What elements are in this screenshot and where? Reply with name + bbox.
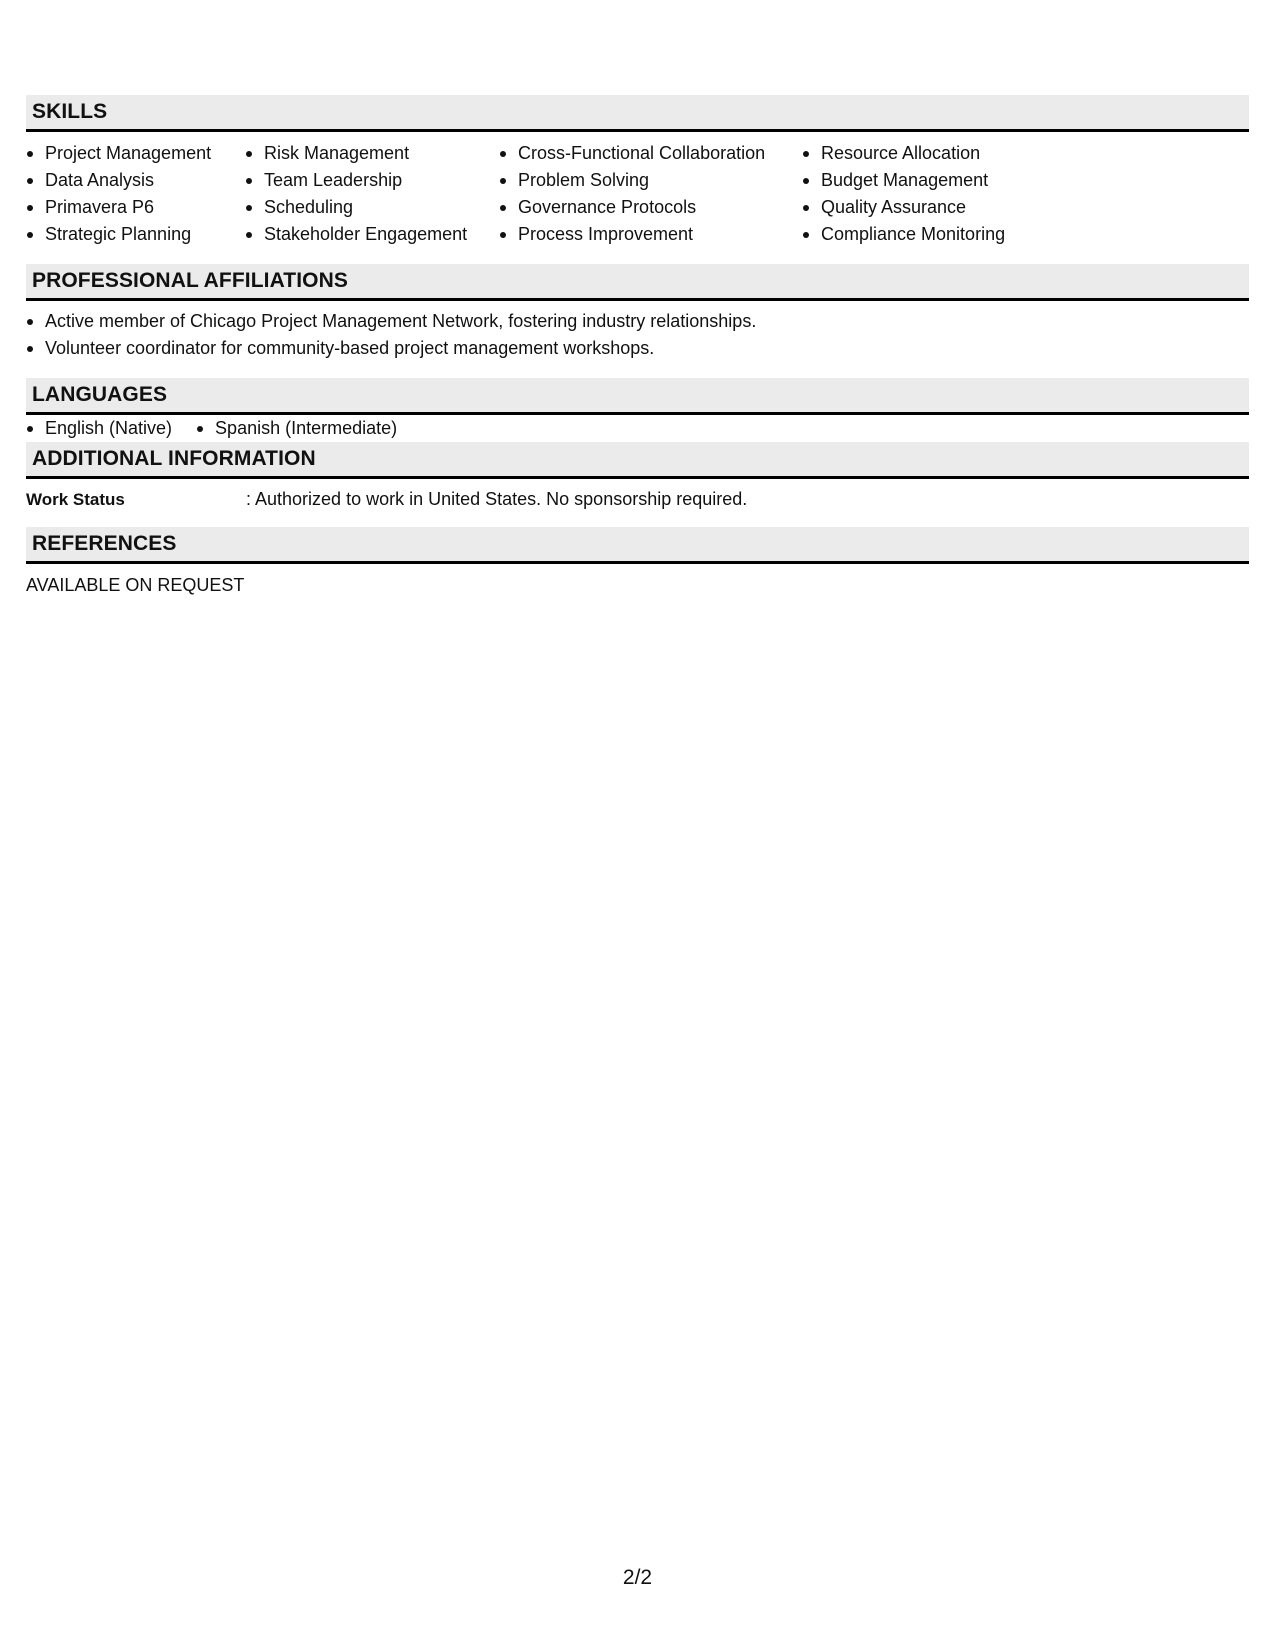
work-status-row [26,479,1249,527]
skills-section [26,95,1249,264]
skill-item: Budget Management [802,167,1102,194]
skill-item: Process Improvement [499,221,802,248]
skills-column [245,140,499,248]
skill-item: Resource Allocation [802,140,1102,167]
skill-item: Strategic Planning [26,221,245,248]
skill-item: Stakeholder Engagement [245,221,499,248]
languages-section [26,378,1249,442]
skill-item: Team Leadership [245,167,499,194]
section-title: ADDITIONAL INFORMATION [32,447,316,470]
languages-header [26,378,1249,415]
work-status-value: : Authorized to work in United States. No sponsorship required. [246,489,748,509]
skills-column [26,140,245,248]
skill-item: Scheduling [245,194,499,221]
skills-list [26,132,1249,264]
skills-column [499,140,802,248]
skill-item: Project Management [26,140,245,167]
additional-info-section [26,442,1249,527]
language-item: English (Native) [26,415,172,442]
languages-bullets [26,415,1249,442]
section-title: LANGUAGES [32,383,168,406]
skill-item: Risk Management [245,140,499,167]
references-header [26,527,1249,564]
affiliations-bullets [26,308,1249,362]
affiliations-header [26,264,1249,301]
references-text: AVAILABLE ON REQUEST [26,575,245,595]
skill-item: Quality Assurance [802,194,1102,221]
additional-info-header [26,442,1249,479]
affiliation-item: Volunteer coordinator for community-based project management workshops. [26,335,1249,362]
page-number: 2/2 [622,1566,653,1589]
skill-item: Governance Protocols [499,194,802,221]
section-title: SKILLS [32,100,108,123]
work-status-label: Work Status [26,490,125,509]
skill-item: Compliance Monitoring [802,221,1102,248]
skill-item: Cross-Functional Collaboration [499,140,802,167]
references-section [26,527,1249,599]
section-title: PROFESSIONAL AFFILIATIONS [32,269,348,292]
languages-list [26,415,1249,442]
skill-item: Data Analysis [26,167,245,194]
language-item: Spanish (Intermediate) [196,415,397,442]
skills-column [802,140,1102,248]
affiliations-section [26,264,1249,378]
skills-header [26,95,1249,132]
resume-page [26,95,1249,599]
skill-item: Problem Solving [499,167,802,194]
affiliation-item: Active member of Chicago Project Management Network, fostering industry relationships. [26,308,1249,335]
section-title: REFERENCES [32,532,177,555]
skill-item: Primavera P6 [26,194,245,221]
affiliations-list [26,301,1249,378]
